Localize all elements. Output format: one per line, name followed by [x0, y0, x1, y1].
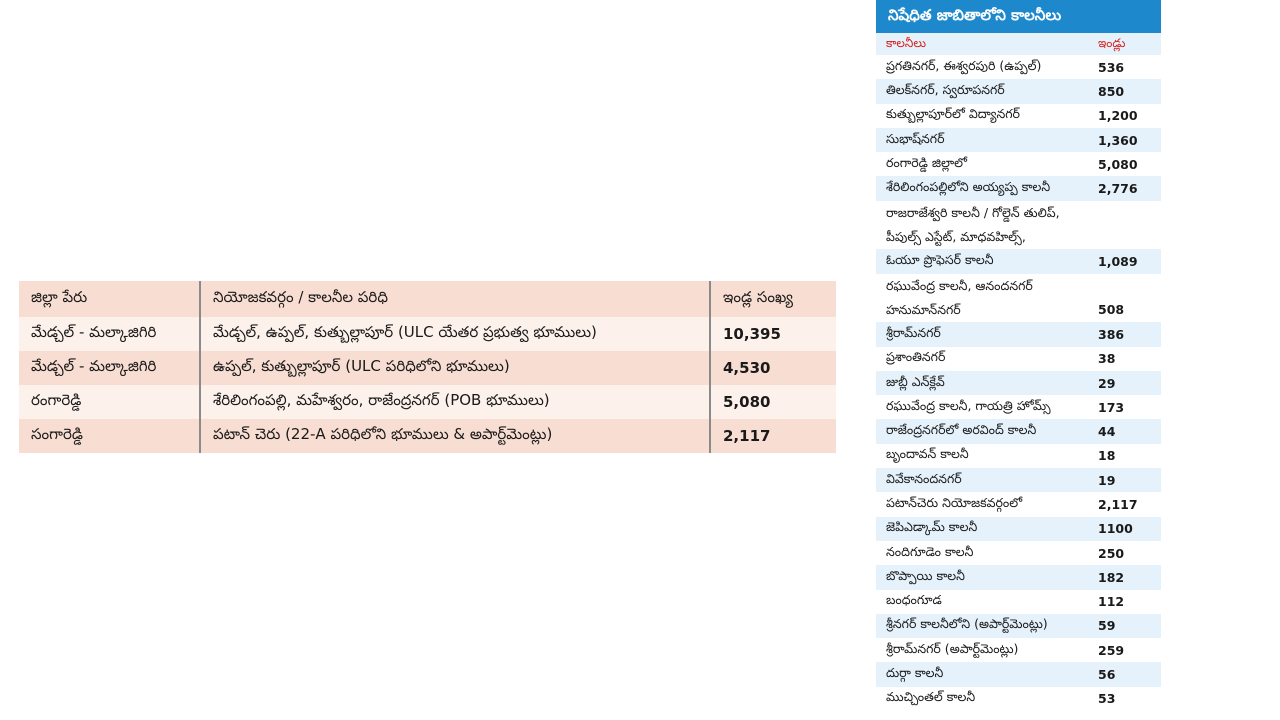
table-row	[19, 385, 836, 419]
colony-house-count: 173	[1098, 399, 1125, 415]
colony-house-count: 53	[1098, 691, 1116, 707]
prohibited-colonies-panel	[876, 0, 1161, 720]
district-cell: మేడ్చల్ - మల్కాజిగిరి	[31, 357, 157, 375]
list-item	[876, 614, 1161, 638]
colony-name: సుభాష్‌నగర్	[886, 130, 945, 146]
panel-title: నిషేధిత జాబితాలోని కాలనీలు	[876, 0, 1161, 33]
list-item	[876, 638, 1161, 662]
list-item	[876, 176, 1161, 200]
list-item	[876, 347, 1161, 371]
colony-house-count: 29	[1098, 375, 1116, 391]
colony-house-count: 850	[1098, 83, 1125, 99]
list-item	[876, 468, 1161, 492]
constituency-cell: ఉప్పల్, కుత్బుల్లాపూర్ (ULC పరిధిలోని భూములు)	[199, 351, 709, 385]
list-item	[876, 517, 1161, 541]
list-item	[876, 322, 1161, 346]
table-row	[19, 317, 836, 351]
header-district: జిల్లా పేరు	[31, 288, 88, 306]
colony-name: నందిగూడెం కాలనీ	[886, 543, 974, 559]
house-count-cell: 2,117	[709, 419, 836, 453]
colony-name: జుబ్లీ ఎన్‌క్లేవ్	[886, 373, 945, 389]
constituency-cell: పటాన్ చెరు (22-A పరిధిలోని భూములు & అపార్ట్‌మెంట్లు)	[199, 419, 709, 453]
list-item	[876, 419, 1161, 443]
list-item	[876, 687, 1161, 711]
colony-name: వివేకానందనగర్	[886, 470, 962, 486]
constituency-cell: మేడ్చల్, ఉప్పల్, కుత్బుల్లాపూర్ (ULC యేతర ప్రభుత్వ భూములు)	[199, 317, 709, 351]
house-count-cell: 4,530	[709, 351, 836, 385]
list-item	[876, 662, 1161, 686]
list-item	[876, 590, 1161, 614]
list-item	[876, 541, 1161, 565]
colony-name: బంధంగూడ	[886, 592, 942, 608]
colony-name: ప్రగతినగర్, ఈశ్వరపురి (ఉప్పల్)	[886, 57, 1042, 73]
colony-house-count: 56	[1098, 667, 1116, 683]
colony-name: శేరిలింగంపల్లిలోని అయ్యప్ప కాలనీ	[886, 179, 1051, 195]
list-item	[876, 201, 1161, 250]
header-colonies: కాలనీలు	[886, 35, 926, 50]
list-item	[876, 444, 1161, 468]
list-item	[876, 492, 1161, 516]
table-row	[19, 351, 836, 385]
list-header-row	[876, 33, 1161, 55]
colony-name: ప్రశాంతినగర్	[886, 349, 946, 365]
colony-house-count: 19	[1098, 472, 1116, 488]
colony-name: రాజేంద్రనగర్‌లో అరవింద్ కాలనీ	[886, 422, 1037, 438]
colony-house-count: 536	[1098, 59, 1125, 75]
colony-house-count: 44	[1098, 424, 1116, 440]
list-item	[876, 55, 1161, 79]
list-item	[876, 395, 1161, 419]
colony-name: రాజరాజేశ్వరి కాలనీ / గోల్డెన్ తులిప్, పీపుల్స్ ఎస్టేట్, మాధవహిల్స్,	[886, 204, 1060, 245]
colony-house-count: 38	[1098, 351, 1116, 367]
colony-house-count: 250	[1098, 545, 1125, 561]
table-header-row	[19, 281, 836, 317]
list-item	[876, 249, 1161, 273]
list-item	[876, 104, 1161, 128]
district-cell: సంగారెడ్డి	[31, 425, 83, 443]
header-houses: ఇండ్లు	[1098, 35, 1126, 50]
colony-house-count: 508	[1098, 301, 1125, 317]
list-item	[876, 371, 1161, 395]
colony-house-count: 5,080	[1098, 156, 1138, 172]
header-constituency: నియోజకవర్గం / కాలనీల పరిధి	[199, 281, 709, 317]
colony-name: ఓయూ ప్రొఫెసర్ కాలనీ	[886, 252, 994, 268]
colony-name: రఘువేంద్ర కాలనీ, గాయత్రి హోమ్స్	[886, 397, 1051, 413]
house-count-cell: 10,395	[709, 317, 836, 351]
list-item	[876, 274, 1161, 323]
colony-name: శ్రీరామ్‌నగర్	[886, 324, 941, 340]
colony-house-count: 18	[1098, 448, 1116, 464]
colony-name: శ్రీనగర్ కాలనీలోని (అపార్ట్‌మెంట్లు)	[886, 616, 1048, 632]
colony-house-count: 1,360	[1098, 132, 1138, 148]
colony-name: రఘువేంద్ర కాలనీ, ఆనందనగర్ హనుమాన్‌నగర్	[886, 277, 1033, 317]
colony-house-count: 2,117	[1098, 496, 1138, 512]
table-row	[19, 419, 836, 453]
colony-name: బొప్పాయి కాలనీ	[886, 567, 965, 583]
colony-name: తిలక్‌నగర్, స్వరూపనగర్	[886, 81, 1005, 97]
colony-house-count: 259	[1098, 642, 1125, 658]
colony-name: కుత్బుల్లాపూర్‌లో విద్యానగర్	[886, 106, 1020, 122]
colony-house-count: 1100	[1098, 521, 1133, 537]
colony-name: రంగారెడ్డి జిల్లాలో	[886, 154, 967, 170]
list-item	[876, 152, 1161, 176]
colony-house-count: 2,776	[1098, 181, 1138, 197]
header-house-count: ఇండ్ల సంఖ్య	[709, 281, 836, 317]
house-count-cell: 5,080	[709, 385, 836, 419]
colony-name: ముచ్చింతల్ కాలనీ	[886, 689, 976, 705]
district-cell: రంగారెడ్డి	[31, 391, 82, 409]
colony-house-count: 1,200	[1098, 108, 1138, 124]
colony-house-count: 1,089	[1098, 254, 1138, 270]
list-item	[876, 565, 1161, 589]
colony-name: బృందావన్ కాలనీ	[886, 446, 969, 462]
colony-house-count: 59	[1098, 618, 1116, 634]
constituency-cell: శేరిలింగంపల్లి, మహేశ్వరం, రాజేంద్రనగర్ (POB భూములు)	[199, 385, 709, 419]
colony-house-count: 386	[1098, 326, 1125, 342]
colony-house-count: 112	[1098, 594, 1125, 610]
colony-name: పటాన్‌చెరు నియోజకవర్గంలో	[886, 494, 1023, 510]
colony-name: జెపిఎడ్కామ్ కాలనీ	[886, 519, 978, 535]
colony-name: శ్రీరామ్‌నగర్ (అపార్ట్‌మెంట్లు)	[886, 640, 1019, 656]
colony-name: దుర్గా కాలనీ	[886, 665, 944, 681]
district-cell: మేడ్చల్ - మల్కాజిగిరి	[31, 323, 157, 341]
colonies-list	[876, 33, 1161, 711]
district-housing-table	[19, 281, 836, 453]
colony-house-count: 182	[1098, 569, 1125, 585]
list-item	[876, 128, 1161, 152]
list-item	[876, 79, 1161, 103]
